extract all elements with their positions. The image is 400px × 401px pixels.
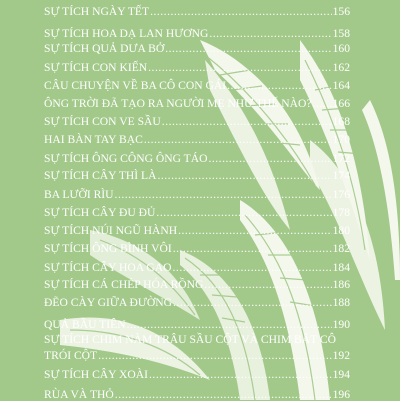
toc-page: 160 xyxy=(332,42,350,55)
toc-leader xyxy=(173,262,332,274)
toc-entry[interactable] xyxy=(44,369,350,381)
toc-page: 186 xyxy=(332,278,350,291)
toc-entry[interactable] xyxy=(44,134,350,146)
toc-leader xyxy=(162,116,332,128)
toc-entry[interactable] xyxy=(44,225,350,237)
toc-title: TRÓI CỘT xyxy=(44,349,98,362)
toc-leader xyxy=(98,350,331,362)
toc-entry[interactable] xyxy=(44,262,350,274)
toc-page: 176 xyxy=(332,188,350,201)
toc-leader xyxy=(178,225,332,237)
toc-entry[interactable] xyxy=(44,6,350,18)
toc-page: 184 xyxy=(332,261,350,274)
toc-leader xyxy=(144,134,332,146)
toc-page: 196 xyxy=(332,388,350,401)
toc-page: 170 xyxy=(332,133,350,146)
toc-leader xyxy=(209,28,331,40)
toc-title: SỰ TÍCH CÂY THÌ LÀ xyxy=(44,169,157,182)
toc-page: 188 xyxy=(332,296,350,309)
toc-entry[interactable] xyxy=(44,28,350,40)
toc-title: RÙA VÀ THỎ xyxy=(44,388,114,401)
toc-page: 190 xyxy=(332,318,350,331)
toc-title: SỰ TÍCH NGÀY TẾT xyxy=(44,5,150,18)
toc-entry[interactable] xyxy=(44,98,350,110)
toc-entry[interactable] xyxy=(44,153,350,165)
toc-title: SỰ TÍCH HOA DẠ LAN HƯƠNG xyxy=(44,27,209,40)
toc-page: 156 xyxy=(332,5,350,18)
toc-entry[interactable] xyxy=(44,350,350,362)
toc-title: SỰ TÍCH CÂY ĐU ĐỦ xyxy=(44,206,156,219)
toc-page: 166 xyxy=(332,97,350,110)
toc-leader xyxy=(313,98,332,110)
toc-title: SỰ TÍCH ÔNG BÌNH VÔI xyxy=(44,242,172,255)
toc-page: 192 xyxy=(332,349,350,362)
toc-leader xyxy=(127,319,332,331)
toc-title: SỰ TÍCH NÚI NGŨ HÀNH xyxy=(44,224,178,237)
toc-page: 164 xyxy=(332,79,350,92)
toc-entry[interactable] xyxy=(44,207,350,219)
toc-title: SỰ TÍCH CÂY XOÀI xyxy=(44,368,149,381)
toc-title: SỰ TÍCH CÁ CHÉP HÓA RỒNG xyxy=(44,278,204,291)
toc-leader xyxy=(157,170,331,182)
toc-entry[interactable] xyxy=(44,62,350,74)
toc-title: HAI BÀN TAY BẠC xyxy=(44,133,143,146)
toc-entry[interactable] xyxy=(44,319,350,331)
toc-title: ĐẼO CÀY GIỮA ĐƯỜNG xyxy=(44,296,173,309)
toc-title: QUẢ BẦU TIÊN xyxy=(44,318,126,331)
toc-entry[interactable] xyxy=(44,389,350,401)
toc-page: 180 xyxy=(332,224,350,237)
toc-entry[interactable] xyxy=(44,189,350,201)
toc-leader xyxy=(148,62,331,74)
toc-page: 194 xyxy=(332,368,350,381)
toc-leader xyxy=(150,6,332,18)
toc-leader xyxy=(115,389,332,401)
toc-leader xyxy=(173,243,332,255)
toc-title: SỰ TÍCH CON VE SẦU xyxy=(44,115,161,128)
toc-title: BA LƯỠI RÌU xyxy=(44,188,114,201)
toc-page: 158 xyxy=(332,27,350,40)
toc-page: 168 xyxy=(332,115,350,128)
toc-title: SỰ TÍCH CÂY HOA GẠO xyxy=(44,261,172,274)
toc-page: 172 xyxy=(332,152,350,165)
toc-leader xyxy=(204,279,331,291)
toc-title-line1[interactable]: SỰ TÍCH CHIM NÀM TRÂU SẦU CỘT VÀ CHIM BẮT CÔ xyxy=(44,333,337,346)
toc-leader xyxy=(149,369,332,381)
toc-page: 182 xyxy=(332,242,350,255)
toc-entry[interactable] xyxy=(44,170,350,182)
toc-leader xyxy=(208,153,331,165)
toc-page: 174 xyxy=(332,169,350,182)
toc-leader xyxy=(156,207,331,219)
toc-title: SỰ TÍCH ÔNG CÔNG ÔNG TÁO xyxy=(44,152,208,165)
toc-entry[interactable] xyxy=(44,297,350,309)
toc-title: ÔNG TRỜI ĐÃ TẠO RA NGƯỜI MẸ NHƯ THẾ NÀO? xyxy=(44,97,312,110)
toc-leader xyxy=(115,189,332,201)
toc-page: 178 xyxy=(332,206,350,219)
toc-title: SỰ TÍCH CON KIẾN xyxy=(44,61,148,74)
toc-title: CÂU CHUYỆN VỀ BA CÔ CON GÁI xyxy=(44,79,227,92)
toc-page: 162 xyxy=(332,61,350,74)
toc-entry[interactable] xyxy=(44,116,350,128)
toc-title: SỰ TÍCH QUẢ DƯA BỞ xyxy=(44,42,165,55)
toc-entry[interactable] xyxy=(44,243,350,255)
toc-entry[interactable] xyxy=(44,279,350,291)
toc-entry[interactable] xyxy=(44,80,350,92)
toc-leader xyxy=(227,80,332,92)
toc-entry[interactable] xyxy=(44,43,350,55)
toc-leader xyxy=(173,297,332,309)
toc-leader xyxy=(165,43,331,55)
